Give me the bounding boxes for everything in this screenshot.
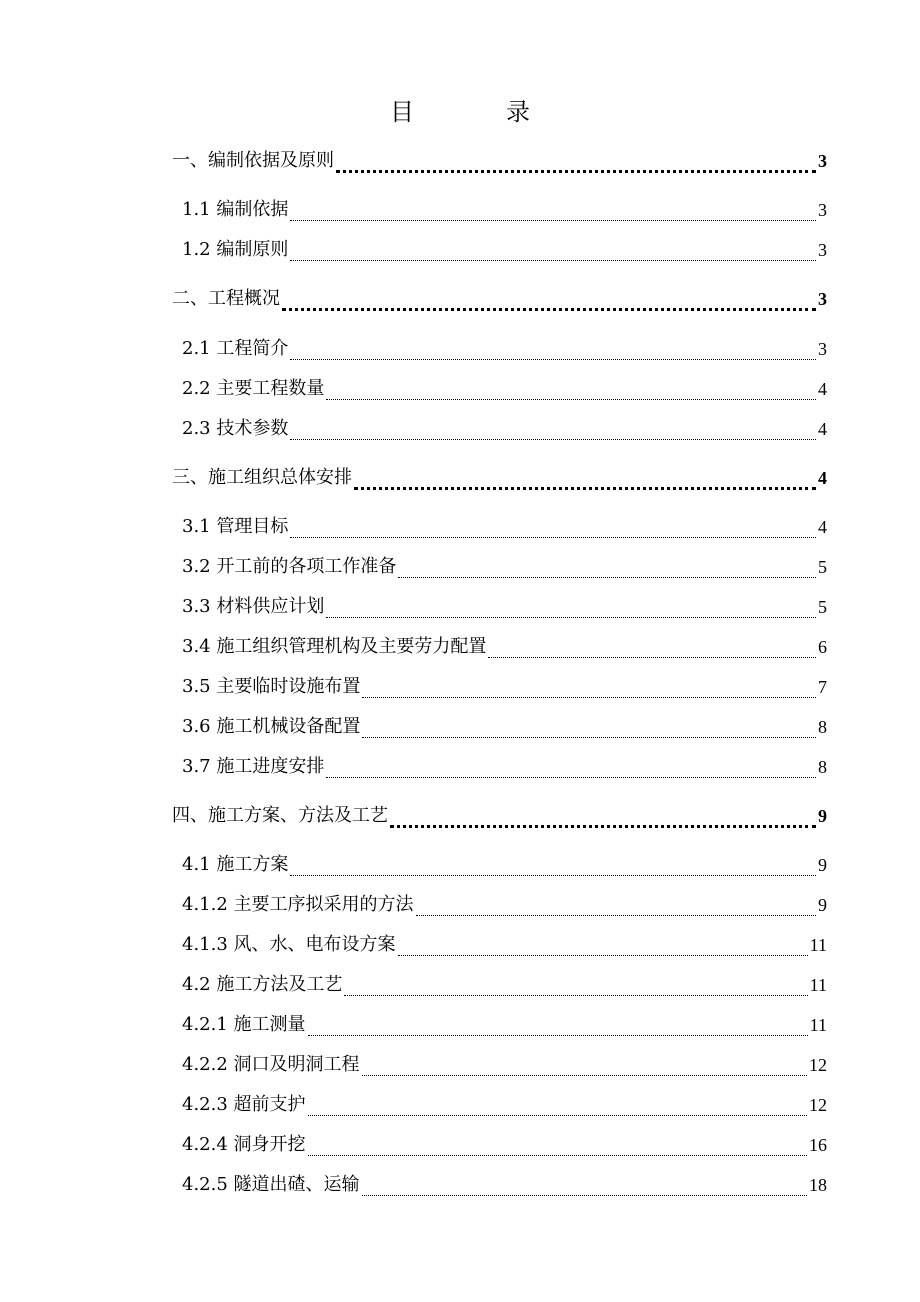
toc-page-number: 12 — [807, 1052, 827, 1078]
toc-page-number: 4 — [816, 465, 827, 491]
title-char-2: 录 — [506, 98, 530, 126]
toc-entry-label: 1.2 编制原则 — [182, 237, 290, 263]
toc-entry-label: 4.2.1 施工测量 — [182, 1012, 308, 1038]
toc-entry-label: 4.2 施工方法及工艺 — [182, 972, 344, 998]
toc-page-number: 7 — [816, 674, 827, 700]
toc-entry-label: 3.7 施工进度安排 — [182, 754, 326, 780]
toc-entry-label: 4.2.2 洞口及明洞工程 — [182, 1052, 362, 1078]
toc-entry-label: 4.2.4 洞身开挖 — [182, 1132, 308, 1158]
toc-section-entry[interactable] — [0, 554, 920, 580]
toc-section-entry[interactable] — [0, 852, 920, 878]
toc-leader-dots — [398, 939, 808, 956]
toc-leader-dots — [308, 1139, 807, 1156]
toc-leader-dots — [336, 154, 816, 173]
toc-section-entry[interactable] — [0, 972, 920, 998]
toc-leader-dots — [308, 1019, 808, 1036]
toc-entry-label: 2.3 技术参数 — [182, 416, 290, 442]
toc-entry-label: 4.2.5 隧道出碴、运输 — [182, 1172, 362, 1198]
toc-page-number: 18 — [807, 1172, 827, 1198]
toc-leader-dots — [290, 204, 816, 221]
toc-entry-label: 3.2 开工前的各项工作准备 — [182, 554, 398, 580]
toc-entry-label: 4.2.3 超前支护 — [182, 1092, 308, 1118]
toc-leader-dots — [290, 423, 816, 440]
toc-section-entry[interactable] — [0, 197, 920, 223]
toc-section-entry[interactable] — [0, 634, 920, 660]
toc-chapter-entry[interactable] — [0, 286, 920, 312]
toc-entry-label: 2.1 工程简介 — [182, 336, 290, 362]
toc-leader-dots — [326, 601, 816, 618]
toc-leader-dots — [398, 561, 816, 578]
toc-leader-dots — [362, 681, 816, 698]
toc-page-number: 5 — [816, 554, 827, 580]
toc-page-number: 11 — [808, 972, 827, 998]
toc-chapter-entry[interactable] — [0, 148, 920, 174]
toc-section-entry[interactable] — [0, 714, 920, 740]
toc-section-entry[interactable] — [0, 754, 920, 780]
toc-entry-label: 3.1 管理目标 — [182, 514, 290, 540]
toc-page-number: 3 — [816, 237, 827, 263]
toc-leader-dots — [344, 979, 808, 996]
toc-page-number: 5 — [816, 594, 827, 620]
toc-section-entry[interactable] — [0, 932, 920, 958]
toc-page-number: 3 — [816, 286, 827, 312]
toc-page-number: 9 — [816, 852, 827, 878]
toc-page-number: 9 — [816, 892, 827, 918]
toc-section-entry[interactable] — [0, 594, 920, 620]
toc-entry-label: 三、施工组织总体安排 — [172, 465, 354, 491]
toc-leader-dots — [308, 1099, 807, 1116]
toc-leader-dots — [362, 1059, 807, 1076]
toc-entry-label: 3.6 施工机械设备配置 — [182, 714, 362, 740]
toc-leader-dots — [416, 899, 816, 916]
toc-section-entry[interactable] — [0, 1052, 920, 1078]
toc-leader-dots — [290, 859, 816, 876]
toc-entry-label: 3.3 材料供应计划 — [182, 594, 326, 620]
toc-entry-label: 4.1.3 风、水、电布设方案 — [182, 932, 398, 958]
toc-entry-label: 二、工程概况 — [172, 286, 282, 312]
toc-page-number: 3 — [816, 197, 827, 223]
toc-page-number: 4 — [816, 514, 827, 540]
toc-page-number: 16 — [807, 1132, 827, 1158]
toc-chapter-entry[interactable] — [0, 465, 920, 491]
toc-leader-dots — [282, 292, 816, 311]
toc-section-entry[interactable] — [0, 674, 920, 700]
toc-leader-dots — [354, 471, 816, 490]
toc-entry-label: 四、施工方案、方法及工艺 — [172, 803, 390, 829]
toc-leader-dots — [326, 383, 816, 400]
toc-section-entry[interactable] — [0, 336, 920, 362]
toc-entry-label: 一、编制依据及原则 — [172, 148, 336, 174]
toc-page-number: 3 — [816, 336, 827, 362]
toc-entry-label: 1.1 编制依据 — [182, 197, 290, 223]
toc-section-entry[interactable] — [0, 376, 920, 402]
toc-leader-dots — [290, 521, 816, 538]
toc-section-entry[interactable] — [0, 237, 920, 263]
toc-entry-label: 4.1.2 主要工序拟采用的方法 — [182, 892, 416, 918]
toc-section-entry[interactable] — [0, 514, 920, 540]
toc-leader-dots — [326, 761, 816, 778]
toc-page-number: 8 — [816, 714, 827, 740]
toc-section-entry[interactable] — [0, 1132, 920, 1158]
toc-entry-label: 3.4 施工组织管理机构及主要劳力配置 — [182, 634, 488, 660]
toc-leader-dots — [390, 809, 816, 828]
toc-page-number: 4 — [816, 376, 827, 402]
toc-section-entry[interactable] — [0, 1172, 920, 1198]
toc-page-number: 6 — [816, 634, 827, 660]
toc-page-number: 11 — [808, 932, 827, 958]
toc-leader-dots — [290, 244, 816, 261]
toc-section-entry[interactable] — [0, 1012, 920, 1038]
toc-entry-label: 2.2 主要工程数量 — [182, 376, 326, 402]
toc-page-number: 8 — [816, 754, 827, 780]
title-char-1: 目 — [390, 98, 414, 126]
toc-leader-dots — [290, 343, 816, 360]
toc-entry-label: 4.1 施工方案 — [182, 852, 290, 878]
toc-page-number: 11 — [808, 1012, 827, 1038]
toc-section-entry[interactable] — [0, 1092, 920, 1118]
toc-page-number: 3 — [816, 148, 827, 174]
toc-leader-dots — [488, 641, 816, 658]
toc-chapter-entry[interactable] — [0, 803, 920, 829]
toc-section-entry[interactable] — [0, 416, 920, 442]
toc-page-number: 9 — [816, 803, 827, 829]
toc-page-number: 4 — [816, 416, 827, 442]
toc-section-entry[interactable] — [0, 892, 920, 918]
toc-leader-dots — [362, 721, 816, 738]
toc-leader-dots — [362, 1179, 807, 1196]
toc-entry-label: 3.5 主要临时设施布置 — [182, 674, 362, 700]
toc-page-number: 12 — [807, 1092, 827, 1118]
